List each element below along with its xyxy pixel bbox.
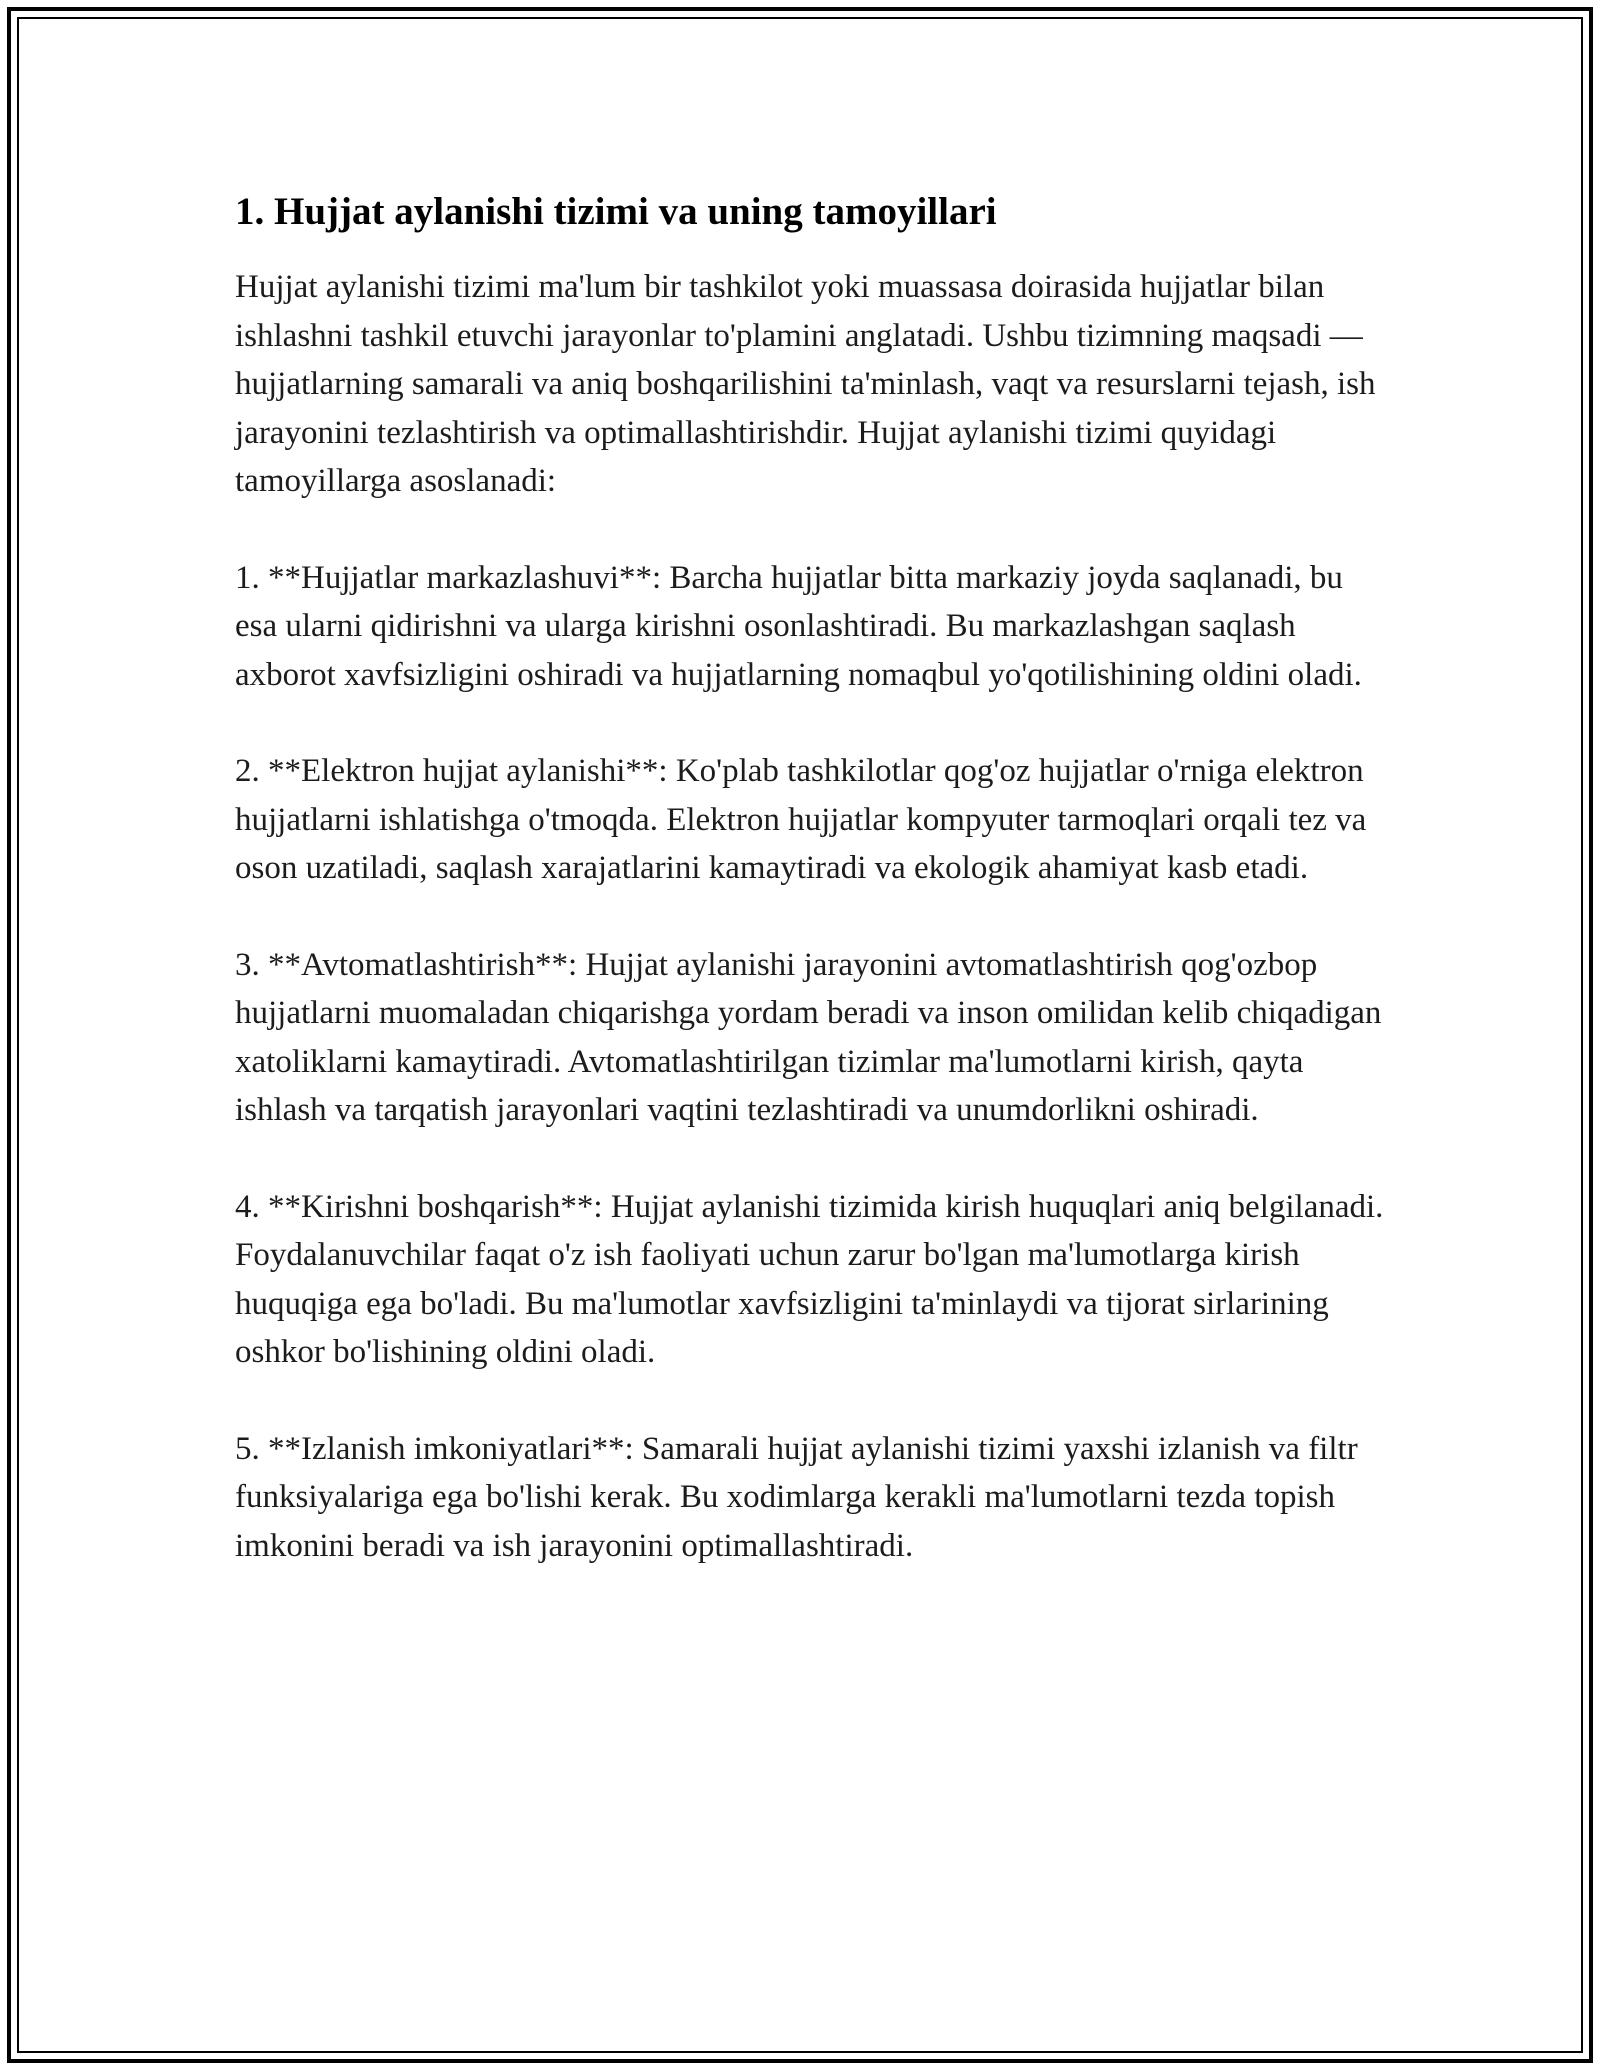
document-body xyxy=(235,186,1385,1618)
principle-paragraph-1: 1. **Hujjatlar markazlashuvi**: Barcha hujjatlar bitta markaziy joyda saqlanadi, bu esa ularni qidirishni va ularga kirishni osonlashtiradi. Bu markazlashgan saqlash axborot xavfsizligini oshiradi va hujjatlarning nomaqbul yo'qotilishining oldini oladi. xyxy=(235,559,1362,693)
principle-paragraph-5: 5. **Izlanish imkoniyatlari**: Samarali hujjat aylanishi tizimi yaxshi izlanish va filtr funksiyalariga ega bo'lishi kerak. Bu xodimlarga kerakli ma'lumotlarni tezda topish imkonini beradi va ish jarayonini optimallashtiradi. xyxy=(235,1430,1358,1564)
principle-paragraph-2: 2. **Elektron hujjat aylanishi**: Ko'plab tashkilotlar qog'oz hujjatlar o'rniga elektron hujjatlarni ishlatishga o'tmoqda. Elektron hujjatlar kompyuter tarmoqlari orqali tez va oson uzatiladi, saqlash xarajatlarini kamaytiradi va ekologik ahamiyat kasb etadi. xyxy=(235,753,1367,886)
principle-paragraph-4: 4. **Kirishni boshqarish**: Hujjat aylanishi tizimida kirish huquqlari aniq belgilanadi. Foydalanuvchilar faqat o'z ish faoliyati uchun zarur bo'lgan ma'lumotlarga kirish huquqiga ega bo'ladi. Bu ma'lumotlar xavfsizligini ta'minlaydi va tijorat sirlarining oshkor bo'lishining oldini oladi. xyxy=(235,1188,1384,1370)
principle-paragraph-3: 3. **Avtomatlashtirish**: Hujjat aylanishi jarayonini avtomatlashtirish qog'ozbop hujjatlarni muomaladan chiqarishga yordam beradi va inson omilidan kelib chiqadigan xatoliklarni kamaytiradi. Avtomatlashtirilgan tizimlar ma'lumotlarni kirish, qayta ishlash va tarqatish jarayonlari vaqtini tezlashtiradi va unumdorlikni oshiradi. xyxy=(235,946,1382,1128)
intro-paragraph: Hujjat aylanishi tizimi ma'lum bir tashkilot yoki muassasa doirasida hujjatlar bilan ishlashni tashkil etuvchi jarayonlar to'plamini anglatadi. Ushbu tizimning maqsadi — hujjatlarning samarali va aniq boshqarilishini ta'minlash, vaqt va resurslarni tejash, ish jarayonini tezlashtirish va optimallashtirishdir. Hujjat aylanishi tizimi quyidagi tamoyillarga asoslanadi: xyxy=(235,269,1376,499)
section-heading: 1. Hujjat aylanishi tizimi va uning tamoyillari xyxy=(235,190,997,233)
